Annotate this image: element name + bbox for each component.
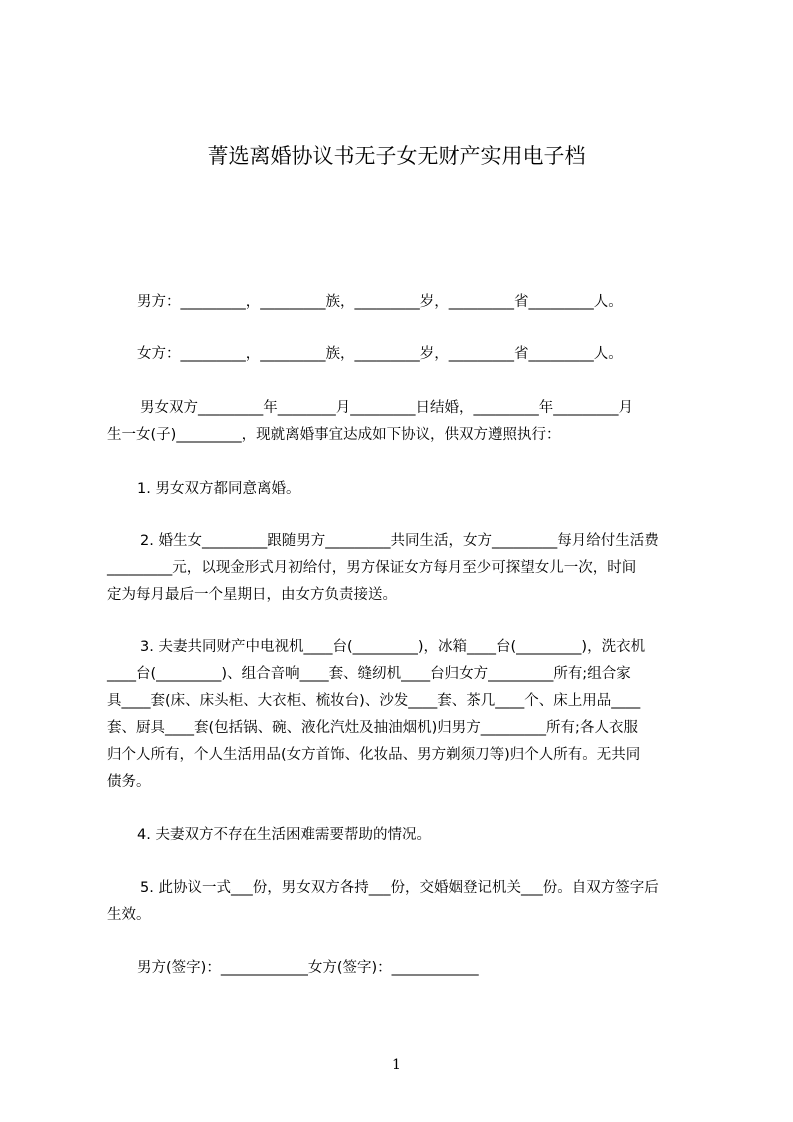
intro-line-1: 男女双方_________年________月_________日结婚，_________年_________月 [140, 400, 633, 416]
clause-2-line-3: 定为每月最后一个星期日，由女方负责接送。 [107, 587, 397, 603]
clause-2-line-2: _________元，以现金形式月初给付，男方保证女方每月至少可探望女儿一次，时间 [107, 560, 637, 576]
man-info-line: 男方：_________，_________族，_________岁，_________省_________人。 [137, 294, 623, 310]
woman-info-line: 女方：_________，_________族，_________岁，_________省_________人。 [137, 346, 623, 362]
clause-3-line-4: 套、厨具____套(包括锅、碗、液化汽灶及抽油烟机)归男方_________所有;各人衣服 [107, 720, 638, 736]
clause-5-line-1: 5. 此协议一式___份，男女双方各持___份，交婚姻登记机关___份。自双方签字后 [140, 880, 659, 896]
clause-3-line-3: 具____套(床、床头柜、大衣柜、梳妆台)、沙发____套、茶几____个、床上用品____ [107, 693, 641, 709]
page-number: 1 [392, 1057, 401, 1073]
clause-3-line-2: ____台(_________)、组合音响____套、缝纫机____台归女方_________所有;组合家 [107, 666, 631, 682]
clause-3-line-1: 3. 夫妻共同财产中电视机____台(_________)，冰箱____台(_________)，洗衣机 [140, 639, 646, 655]
signature-line: 男方(签字)：____________女方(签字)：____________ [137, 960, 479, 976]
clause-3-line-6: 债务。 [107, 774, 151, 790]
clause-3-line-5: 归个人所有，个人生活用品(女方首饰、化妆品、男方剃须刀等)归个人所有。无共同 [107, 747, 641, 763]
clause-5-line-2: 生效。 [107, 907, 151, 923]
clause-4: 4. 夫妻双方不存在生活困难需要帮助的情况。 [137, 827, 431, 843]
intro-line-2: 生一女(子)_________，现就离婚事宜达成如下协议，供双方遵照执行： [107, 427, 561, 443]
clause-2-line-1: 2. 婚生女_________跟随男方_________共同生活，女方_________每月给付生活费 [140, 533, 659, 549]
clause-1: 1. 男女双方都同意离婚。 [137, 481, 301, 497]
page-title: 菁选离婚协议书无子女无财产实用电子档 [207, 144, 586, 168]
